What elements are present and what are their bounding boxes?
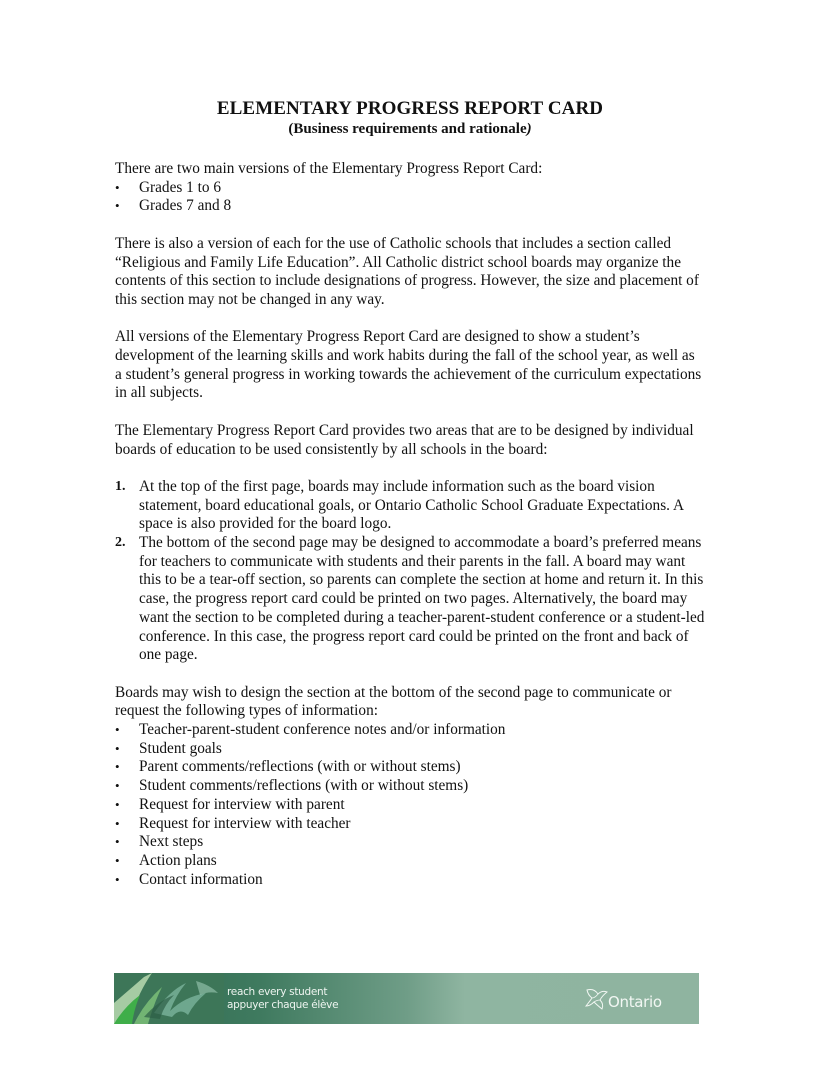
intro-paragraph: There are two main versions of the Elementary Progress Report Card:: [115, 160, 543, 177]
tagline-french: appuyer chaque élève: [227, 999, 339, 1011]
item-number: 1.: [115, 478, 126, 494]
info-type-text: Student goals: [139, 739, 222, 757]
info-type-text: Request for interview with teacher: [139, 814, 351, 832]
item-number: 2.: [115, 535, 126, 550]
subtitle-close-paren: ): [526, 121, 532, 137]
list-item: [115, 852, 705, 871]
areas-list: [115, 478, 705, 665]
list-item: [115, 871, 705, 890]
info-type-text: Contact information: [139, 870, 263, 888]
document-subtitle: [115, 120, 705, 139]
list-item: [115, 740, 705, 759]
list-item: [115, 758, 705, 777]
list-item: [115, 833, 705, 852]
info-type-text: Parent comments/reflections (with or without stems): [139, 758, 461, 776]
list-item: [115, 796, 705, 815]
trillium-icon: [584, 986, 610, 1012]
bullet-icon: •: [115, 722, 120, 738]
bullet-icon: •: [115, 778, 120, 794]
info-types-list: [115, 721, 705, 889]
version-text: Grades 1 to 6: [139, 178, 221, 196]
catholic-paragraph: There is also a version of each for the use of Catholic schools that includes a section called “Religious and Family Life Education”. All Catholic district school boards may organize the contents of this section to include designations of progress. However, the size and placement of this section may not be changed in any way.: [115, 234, 699, 308]
bullet-icon: •: [115, 198, 120, 214]
versions-list: [115, 179, 705, 216]
list-item: [115, 197, 705, 216]
ontario-logo: [584, 985, 662, 1013]
area-text: The bottom of the second page may be designed to accommodate a board’s preferred means for teachers to communicate with students and their parents in the fall. A board may want this to be a tear-off section, so parents can complete the section at home and return it. In this case, the progress report card could be printed on two pages. Alternatively, the board may want the section to be completed during a teacher-parent-student conference or a student-led conference. In this case, the progress report card could be printed on the front and back of one page.: [139, 534, 705, 664]
bullet-icon: •: [115, 852, 120, 868]
tagline-english: reach every student: [227, 986, 328, 998]
areas-intro-paragraph: The Elementary Progress Report Card provides two areas that are to be designed by individual boards of education to be used consistently by all schools in the board:: [115, 421, 694, 458]
list-item: [115, 815, 705, 834]
info-type-text: Student comments/reflections (with or without stems): [139, 777, 469, 795]
info-type-text: Action plans: [139, 851, 217, 869]
info-type-text: Teacher-parent-student conference notes and/or information: [139, 721, 506, 739]
info-intro-paragraph: Boards may wish to design the section at the bottom of the second page to communicate or request the following types of information:: [115, 683, 672, 720]
list-item: [115, 179, 705, 198]
list-item: [115, 777, 705, 796]
purpose-paragraph: All versions of the Elementary Progress Report Card are designed to show a student’s development of the learning skills and work habits during the fall of the school year, as well as a student’s general progress in working towards the achievement of the curriculum expectations in all subjects.: [115, 328, 702, 402]
bullet-icon: •: [115, 740, 120, 756]
bullet-icon: •: [115, 834, 120, 850]
area-text: At the top of the first page, boards may include information such as the board vision statement, board educational goals, or Ontario Catholic School Graduate Expectations. A space is also provided for the board logo.: [139, 477, 684, 533]
ontario-wordmark: Ontario: [608, 993, 662, 1011]
info-type-text: Request for interview with parent: [139, 795, 345, 813]
footer-tagline: [227, 986, 338, 1012]
swoosh-logo-icon: [114, 973, 224, 1024]
footer-banner: [114, 973, 699, 1024]
version-text: Grades 7 and 8: [139, 197, 232, 215]
bullet-icon: •: [115, 815, 120, 831]
bullet-icon: •: [115, 871, 120, 887]
document-title: ELEMENTARY PROGRESS REPORT CARD: [216, 98, 604, 119]
list-item: [115, 534, 705, 665]
list-item: [115, 721, 705, 740]
list-item: [115, 478, 705, 534]
subtitle-text: (Business requirements and rationale: [288, 121, 527, 137]
bullet-icon: •: [115, 796, 120, 812]
info-type-text: Next steps: [139, 833, 204, 851]
document-page: [115, 98, 705, 889]
bullet-icon: •: [115, 759, 120, 775]
bullet-icon: •: [115, 179, 120, 195]
